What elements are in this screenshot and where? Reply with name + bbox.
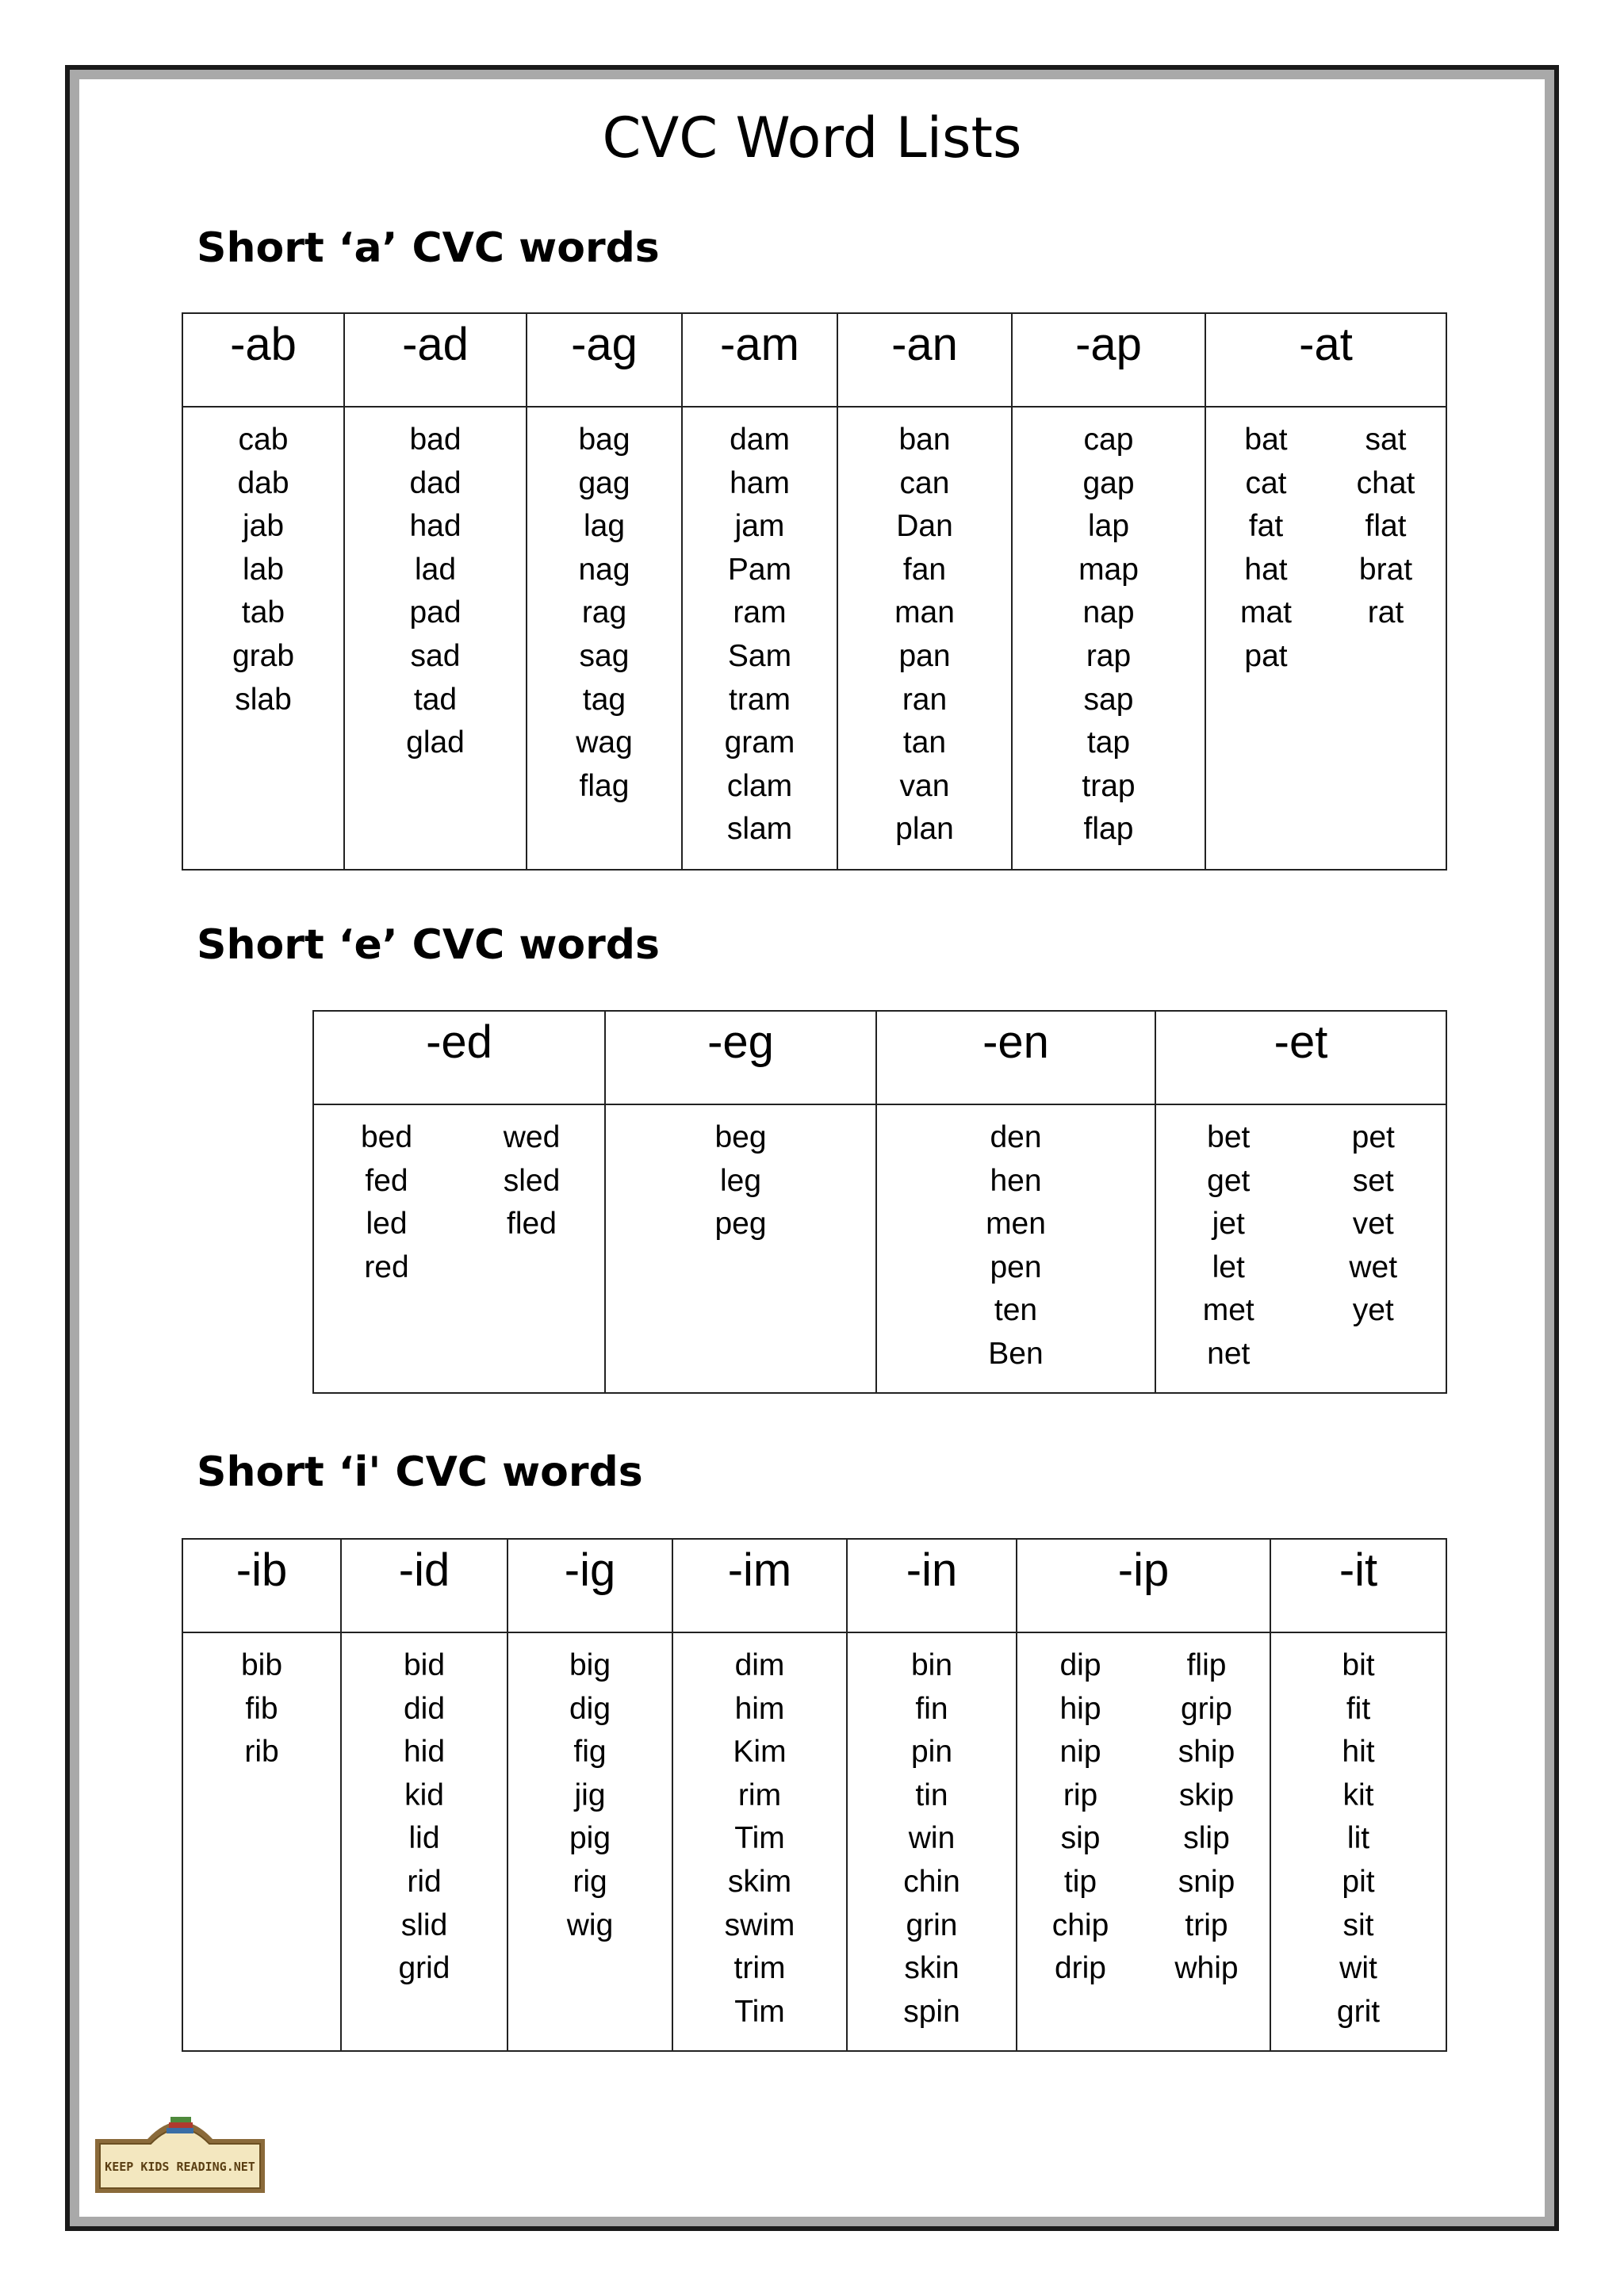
word-cell — [344, 407, 527, 870]
word-item: lag — [583, 509, 626, 544]
word-item: lid — [408, 1821, 440, 1856]
word-item: leg — [719, 1163, 762, 1198]
word-item: bib — [240, 1648, 283, 1682]
word-item: beg — [714, 1120, 767, 1154]
word-item: fib — [245, 1691, 278, 1726]
word-item: spin — [903, 1994, 960, 2029]
word-item: vet — [1352, 1207, 1394, 1242]
word-item: ship — [1178, 1735, 1235, 1770]
word-item: bed — [360, 1120, 413, 1154]
word-list — [683, 419, 837, 851]
word-item: set — [1352, 1163, 1394, 1198]
word-item: win — [908, 1821, 956, 1856]
word-item: cat — [1245, 465, 1287, 500]
word-cell — [508, 1632, 672, 2051]
column-header: -ab — [182, 313, 344, 407]
logo-text: KEEP KIDS READING.NET — [105, 2160, 255, 2174]
word-item: cab — [238, 423, 289, 457]
section-i-heading: Short ‘i' CVC words — [197, 1448, 643, 1496]
word-item: let — [1212, 1249, 1245, 1284]
word-list — [1156, 1116, 1301, 1376]
word-item: wag — [576, 725, 633, 760]
word-list — [1301, 1116, 1446, 1333]
word-item: Pam — [727, 552, 792, 587]
word-item: hid — [403, 1735, 446, 1770]
word-item: jig — [574, 1777, 606, 1812]
keep-kids-reading-logo — [92, 2104, 268, 2196]
word-item: rag — [581, 595, 627, 630]
word-item: fat — [1248, 509, 1284, 544]
column-header: -am — [682, 313, 837, 407]
word-item: van — [899, 768, 950, 803]
word-cell — [313, 1104, 605, 1393]
word-item: fed — [365, 1163, 408, 1198]
word-item: Kim — [733, 1735, 787, 1770]
word-item: pad — [409, 595, 462, 630]
word-item: trim — [733, 1951, 786, 1986]
word-item: lit — [1346, 1821, 1370, 1856]
short-i-table — [182, 1538, 1447, 2052]
word-item: skim — [727, 1864, 792, 1899]
word-item: pat — [1244, 638, 1288, 673]
word-item: fled — [507, 1207, 557, 1242]
column-header: -ib — [182, 1539, 341, 1632]
word-item: gram — [724, 725, 795, 760]
word-item: pan — [898, 638, 951, 673]
word-item: fan — [902, 552, 947, 587]
word-item: dab — [237, 465, 289, 500]
word-list — [527, 419, 681, 808]
word-item: trip — [1185, 1908, 1228, 1942]
word-item: sad — [410, 638, 461, 673]
word-cell — [837, 407, 1012, 870]
word-item: skin — [904, 1951, 959, 1986]
table-header-row — [182, 313, 1446, 407]
word-item: drip — [1054, 1951, 1107, 1986]
word-item: chip — [1051, 1908, 1109, 1942]
word-cell — [527, 407, 682, 870]
word-item: Dan — [896, 509, 953, 544]
word-item: bad — [409, 423, 462, 457]
column-header: -ig — [508, 1539, 672, 1632]
word-item: rib — [244, 1735, 279, 1770]
word-item: Tim — [734, 1994, 785, 2029]
column-header: -it — [1270, 1539, 1446, 1632]
column-header: -an — [837, 313, 1012, 407]
word-item: grin — [906, 1908, 958, 1942]
word-item: glad — [406, 725, 465, 760]
word-item: rim — [737, 1777, 782, 1812]
word-item: fig — [573, 1735, 607, 1770]
word-item: kid — [404, 1777, 444, 1812]
word-item: rap — [1086, 638, 1132, 673]
word-item: met — [1202, 1293, 1254, 1328]
word-item: sit — [1342, 1908, 1374, 1942]
section-e-heading: Short ‘e’ CVC words — [197, 921, 660, 969]
word-item: nip — [1059, 1735, 1101, 1770]
word-list — [459, 1116, 604, 1246]
word-item: den — [990, 1120, 1042, 1154]
column-header: -et — [1155, 1011, 1446, 1104]
table-header-row — [313, 1011, 1446, 1104]
word-item: hit — [1342, 1735, 1375, 1770]
word-list — [508, 1644, 672, 1947]
word-cell — [341, 1632, 508, 2051]
word-item: peg — [714, 1207, 767, 1242]
word-item: dam — [730, 423, 790, 457]
word-cell — [682, 407, 837, 870]
word-list — [1017, 1644, 1143, 1991]
word-list — [345, 419, 526, 765]
word-item: tan — [902, 725, 947, 760]
word-item: rig — [573, 1864, 607, 1899]
word-item: sat — [1365, 423, 1407, 457]
word-item: jet — [1212, 1207, 1245, 1242]
word-item: trap — [1082, 768, 1136, 803]
word-item: bet — [1207, 1120, 1251, 1154]
word-item: slid — [400, 1908, 448, 1942]
word-item: yet — [1352, 1293, 1394, 1328]
word-item: skip — [1178, 1777, 1235, 1812]
word-item: chat — [1356, 465, 1415, 500]
word-item: Tim — [734, 1821, 785, 1856]
word-cell — [1155, 1104, 1446, 1393]
word-item: jam — [734, 509, 785, 544]
word-list — [848, 1644, 1016, 2034]
word-list — [877, 1116, 1155, 1376]
word-item: get — [1207, 1163, 1251, 1198]
word-item: wet — [1349, 1249, 1398, 1284]
word-item: led — [366, 1207, 408, 1242]
column-header: -at — [1205, 313, 1446, 407]
word-item: sag — [579, 638, 630, 673]
section-a-heading: Short ‘a’ CVC words — [197, 224, 660, 272]
word-item: lad — [414, 552, 457, 587]
word-item: wit — [1339, 1951, 1377, 1986]
word-cell — [1270, 1632, 1446, 2051]
column-header: -id — [341, 1539, 508, 1632]
word-item: men — [986, 1207, 1046, 1242]
column-header: -in — [847, 1539, 1017, 1632]
word-item: tab — [241, 595, 285, 630]
column-header: -en — [876, 1011, 1155, 1104]
word-list — [314, 1116, 459, 1289]
word-item: pet — [1351, 1120, 1395, 1154]
word-item: ham — [730, 465, 790, 500]
word-item: grid — [398, 1951, 450, 1986]
word-list — [183, 1644, 340, 1774]
word-cell — [1017, 1632, 1270, 2051]
column-header: -ag — [527, 313, 682, 407]
word-item: cap — [1083, 423, 1134, 457]
word-item: pin — [910, 1735, 953, 1770]
word-item: red — [364, 1249, 409, 1284]
word-item: tram — [729, 682, 791, 717]
word-cell — [1012, 407, 1205, 870]
word-item: fit — [1346, 1691, 1371, 1726]
word-item: rid — [407, 1864, 442, 1899]
word-item: chin — [903, 1864, 960, 1899]
word-item: brat — [1358, 552, 1413, 587]
word-item: slab — [235, 682, 292, 717]
word-item: clam — [726, 768, 793, 803]
word-cell — [1205, 407, 1446, 870]
word-item: sap — [1083, 682, 1134, 717]
word-cell — [672, 1632, 847, 2051]
word-list — [1326, 419, 1446, 635]
word-item: kit — [1342, 1777, 1374, 1812]
column-header: -ed — [313, 1011, 605, 1104]
word-item: mat — [1239, 595, 1292, 630]
word-item: bat — [1244, 423, 1288, 457]
word-item: did — [403, 1691, 446, 1726]
column-header: -ad — [344, 313, 527, 407]
word-item: tad — [413, 682, 458, 717]
word-item: grip — [1180, 1691, 1233, 1726]
word-item: net — [1207, 1336, 1251, 1371]
column-header: -ip — [1017, 1539, 1270, 1632]
column-header: -eg — [605, 1011, 876, 1104]
word-item: pen — [990, 1249, 1042, 1284]
word-item: dim — [734, 1648, 785, 1682]
word-list — [673, 1644, 846, 2034]
word-item: jab — [242, 509, 285, 544]
short-e-table — [312, 1010, 1447, 1394]
book-icon — [167, 2128, 193, 2133]
book-icon — [169, 2122, 193, 2128]
word-item: ran — [902, 682, 948, 717]
word-item: nap — [1082, 595, 1135, 630]
word-item: wed — [503, 1120, 561, 1154]
word-item: Ben — [988, 1336, 1044, 1371]
word-item: can — [899, 465, 950, 500]
table-body-row — [182, 407, 1446, 870]
word-item: swim — [724, 1908, 795, 1942]
word-item: Sam — [727, 638, 792, 673]
word-cell — [876, 1104, 1155, 1393]
word-item: hen — [990, 1163, 1042, 1198]
word-list — [1206, 419, 1326, 679]
word-item: nag — [578, 552, 630, 587]
word-item: tag — [582, 682, 626, 717]
table-header-row — [182, 1539, 1446, 1632]
word-item: bag — [578, 423, 630, 457]
word-item: tip — [1063, 1864, 1097, 1899]
page-title: CVC Word Lists — [602, 105, 1022, 170]
word-item: slam — [726, 812, 793, 847]
word-item: flap — [1083, 812, 1134, 847]
word-item: flag — [579, 768, 630, 803]
word-item: slip — [1183, 1821, 1230, 1856]
column-header: -ap — [1012, 313, 1205, 407]
word-list — [183, 419, 343, 721]
word-item: flip — [1186, 1648, 1227, 1682]
word-item: hip — [1059, 1691, 1101, 1726]
word-item: ban — [898, 423, 951, 457]
word-item: plan — [895, 812, 954, 847]
word-item: ram — [733, 595, 787, 630]
word-item: sip — [1060, 1821, 1101, 1856]
word-list — [838, 419, 1011, 851]
word-item: map — [1078, 552, 1139, 587]
short-a-table — [182, 312, 1447, 871]
word-item: hat — [1244, 552, 1288, 587]
word-list — [1271, 1644, 1446, 2034]
word-item: dad — [409, 465, 462, 500]
word-item: tin — [915, 1777, 948, 1812]
word-item: gap — [1082, 465, 1135, 500]
word-item: gag — [578, 465, 630, 500]
word-item: had — [409, 509, 462, 544]
word-item: tap — [1086, 725, 1131, 760]
word-item: lab — [242, 552, 285, 587]
word-item: flat — [1365, 509, 1407, 544]
word-item: whip — [1174, 1951, 1239, 1986]
word-item: rat — [1367, 595, 1404, 630]
word-item: dig — [569, 1691, 611, 1726]
book-icon — [170, 2117, 191, 2122]
word-item: bid — [403, 1648, 446, 1682]
word-item: bin — [910, 1648, 953, 1682]
word-cell — [182, 1632, 341, 2051]
word-list — [1143, 1644, 1270, 1991]
word-item: pig — [569, 1821, 611, 1856]
word-item: rip — [1063, 1777, 1098, 1812]
word-list — [606, 1116, 875, 1246]
word-item: ten — [994, 1293, 1038, 1328]
table-body-row — [313, 1104, 1446, 1393]
word-item: big — [569, 1648, 611, 1682]
table-body-row — [182, 1632, 1446, 2051]
word-item: lap — [1087, 509, 1130, 544]
word-cell — [847, 1632, 1017, 2051]
word-item: grit — [1336, 1994, 1381, 2029]
word-item: bit — [1342, 1648, 1375, 1682]
word-item: wig — [566, 1908, 614, 1942]
word-item: pit — [1342, 1864, 1375, 1899]
word-item: snip — [1178, 1864, 1235, 1899]
word-item: dip — [1059, 1648, 1101, 1682]
word-cell — [182, 407, 344, 870]
word-item: him — [734, 1691, 785, 1726]
word-list — [342, 1644, 507, 1991]
word-item: fin — [915, 1691, 948, 1726]
word-item: man — [894, 595, 955, 630]
word-item: grab — [232, 638, 295, 673]
word-item: sled — [503, 1163, 561, 1198]
column-header: -im — [672, 1539, 847, 1632]
word-list — [1013, 419, 1205, 851]
word-cell — [605, 1104, 876, 1393]
